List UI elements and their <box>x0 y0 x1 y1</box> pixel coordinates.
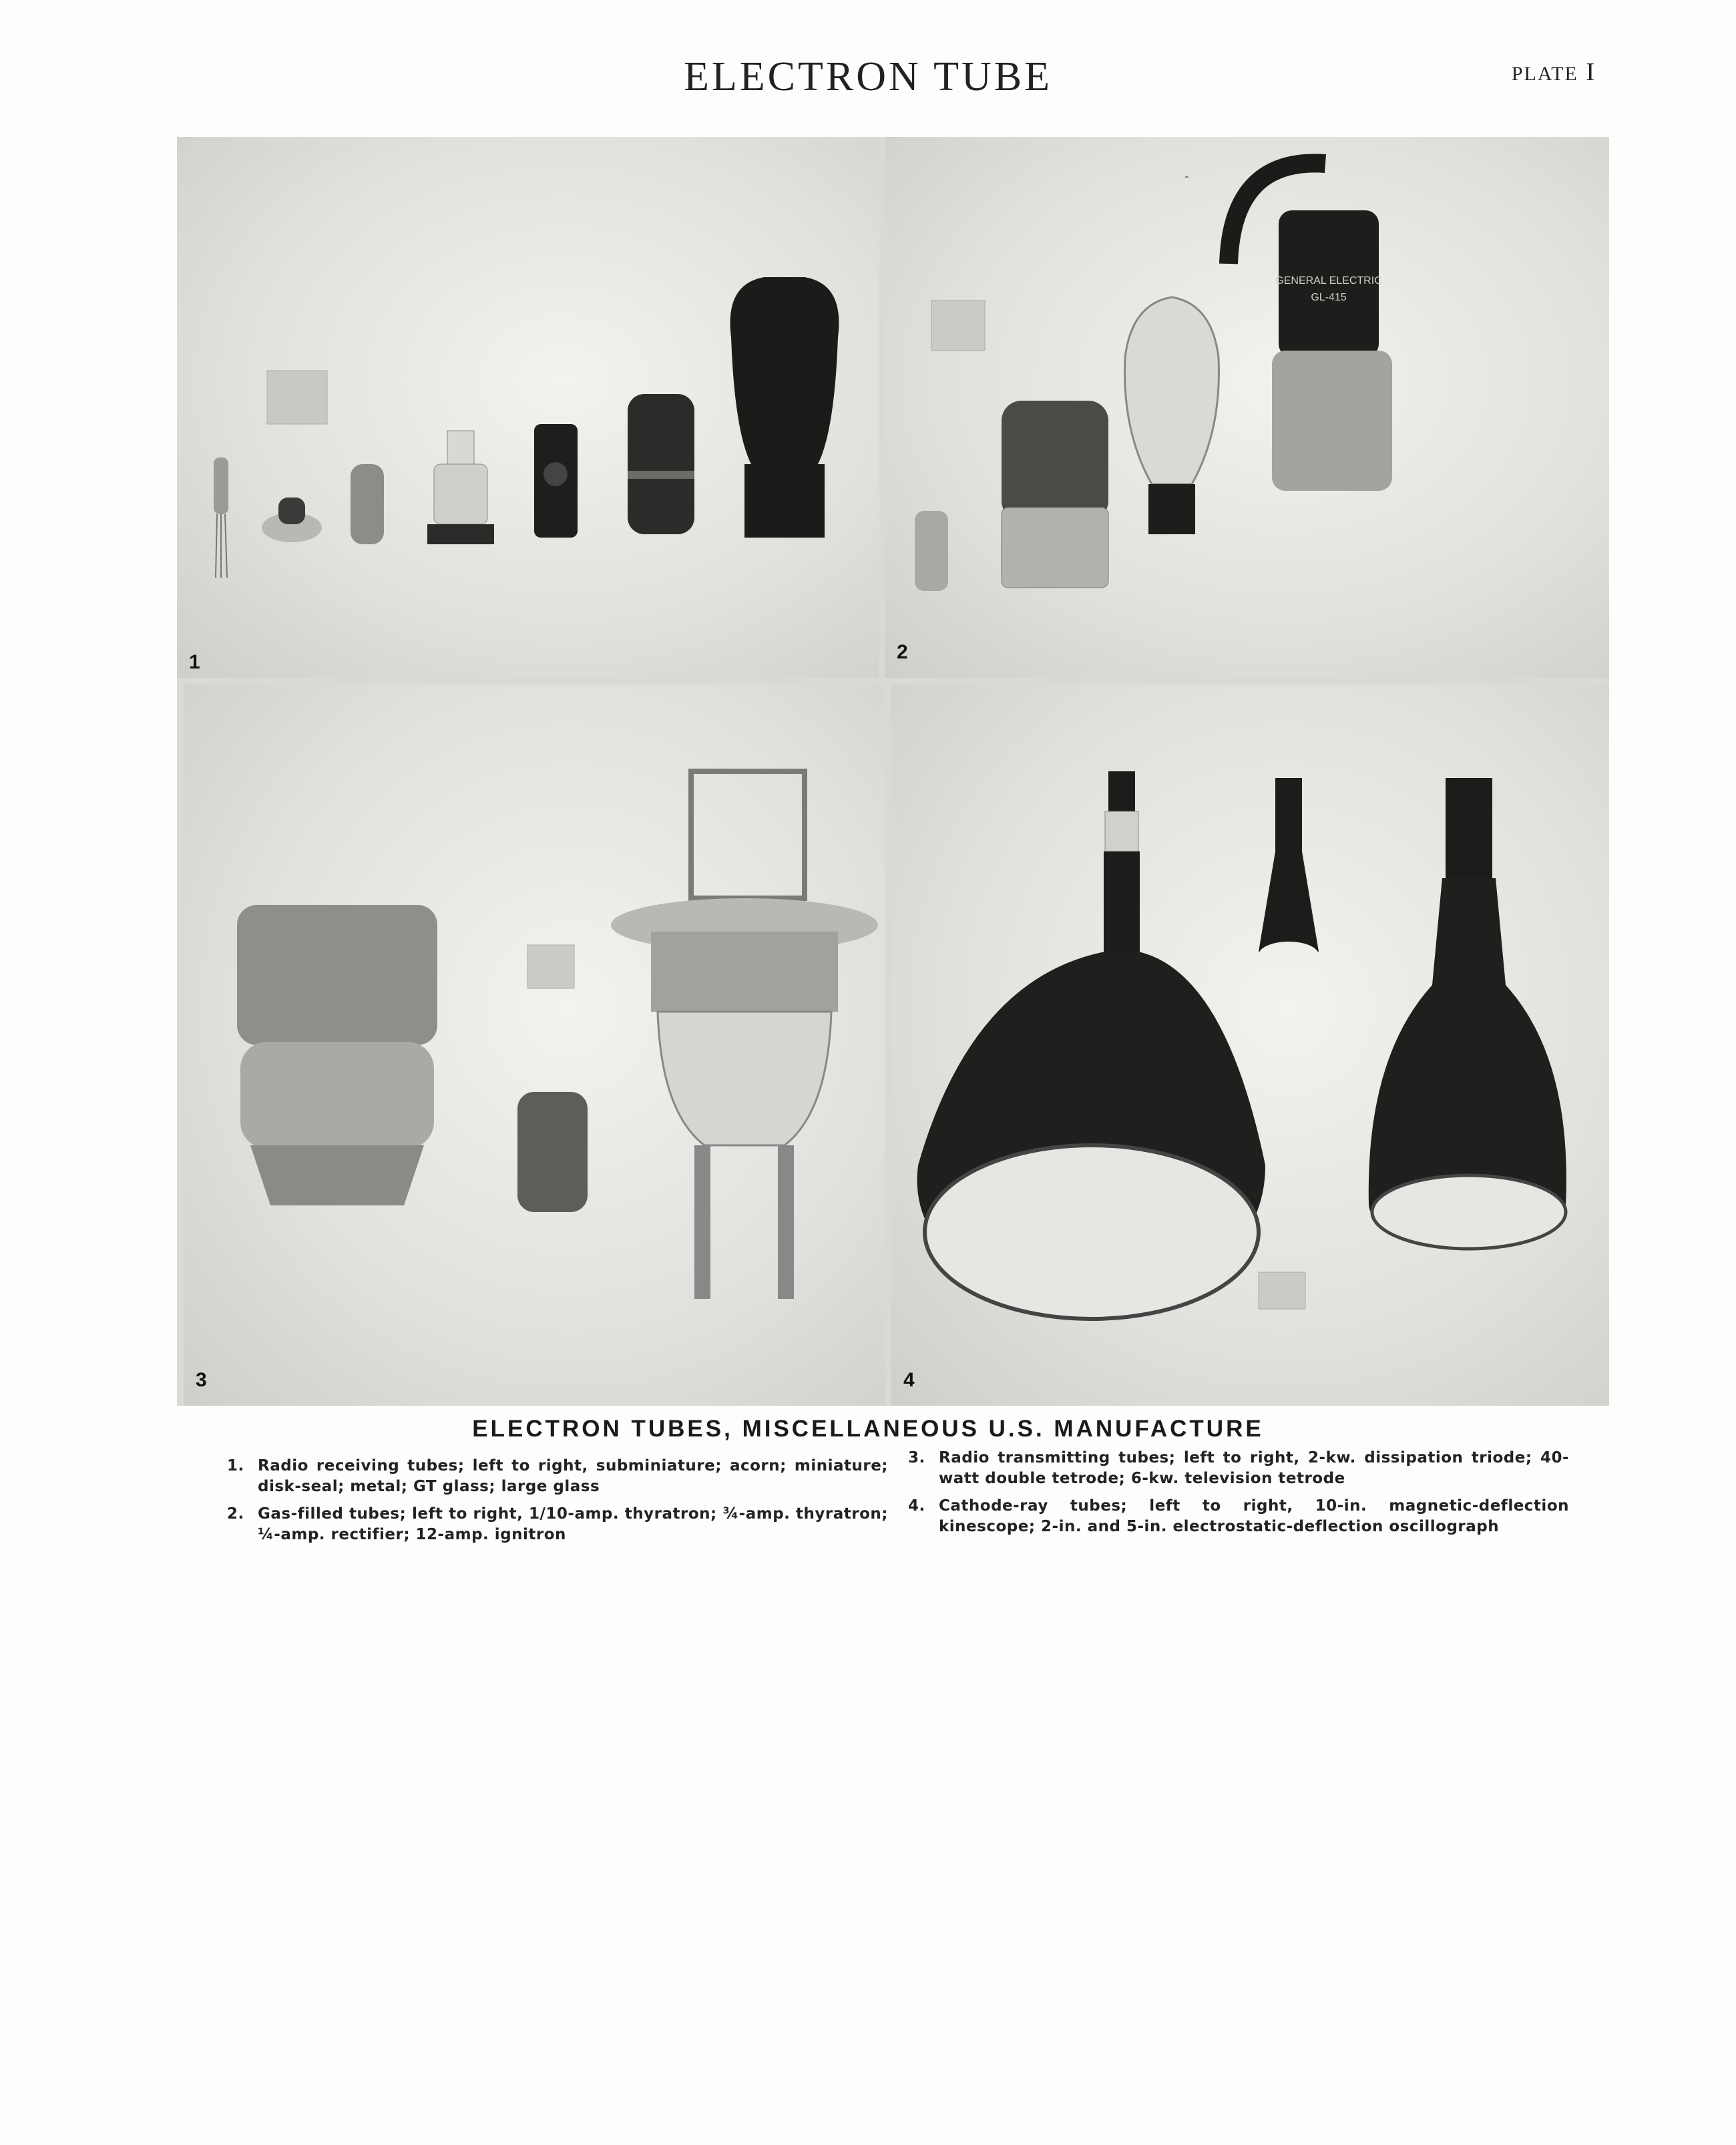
caption-item <box>227 1456 888 1497</box>
caption-item <box>227 1504 888 1545</box>
page-title: ELECTRON TUBE <box>684 54 1052 100</box>
plate-number: I <box>1586 58 1596 86</box>
caption-item-text: Radio transmitting tubes; left to right, 2-kw. dissipation triode; 40-watt double tetrode; 6-kw. television tetrode <box>939 1449 1569 1487</box>
caption-column-right <box>908 1448 1569 1544</box>
caption-item <box>908 1496 1569 1537</box>
photo-panel-4 <box>891 685 1609 1406</box>
gl415-model-text: GL-415 <box>1311 292 1347 303</box>
caption-item-number: 3. <box>908 1449 925 1467</box>
caption-item-number: 1. <box>227 1457 244 1475</box>
caption-item-number: 4. <box>908 1497 925 1515</box>
caption-column-left <box>227 1456 888 1552</box>
caption-item-text: Cathode-ray tubes; left to right, 10-in. magnetic-deflection kinescope; 2-in. and 5-in. electrostatic-deflection oscillograph <box>939 1497 1569 1535</box>
photo-panel-2 <box>885 137 1609 678</box>
panel-number: 3 <box>196 1369 207 1391</box>
gas-filled-tubes-photo <box>885 137 1609 678</box>
transmitting-tubes-photo <box>184 685 885 1406</box>
caption-item-number: 2. <box>227 1505 244 1523</box>
panel-number: 2 <box>897 641 908 663</box>
panel-number: 4 <box>903 1369 915 1391</box>
caption-heading: ELECTRON TUBES, MISCELLANEOUS U.S. MANUFACTURE <box>472 1416 1264 1442</box>
photo-panel-3 <box>184 685 885 1406</box>
gl415-maker-text: GENERAL ELECTRIC <box>1275 275 1382 286</box>
panel-number: 1 <box>189 651 200 673</box>
plate-word: PLATE <box>1511 63 1578 85</box>
caption-item <box>908 1448 1569 1489</box>
photo-panel-1 <box>177 137 879 678</box>
caption-item-text: Gas-filled tubes; left to right, 1/10-amp. thyratron; ¾-amp. thyratron; ¼-amp. rectifier; 12-amp. ignitron <box>258 1505 888 1543</box>
receiving-tubes-photo <box>177 137 879 678</box>
plate-label <box>1512 57 1596 87</box>
photo-plate <box>177 137 1609 1406</box>
caption-item-text: Radio receiving tubes; left to right, subminiature; acorn; miniature; disk-seal; metal; GT glass; large glass <box>258 1457 888 1495</box>
cathode-ray-tubes-photo <box>891 685 1609 1406</box>
